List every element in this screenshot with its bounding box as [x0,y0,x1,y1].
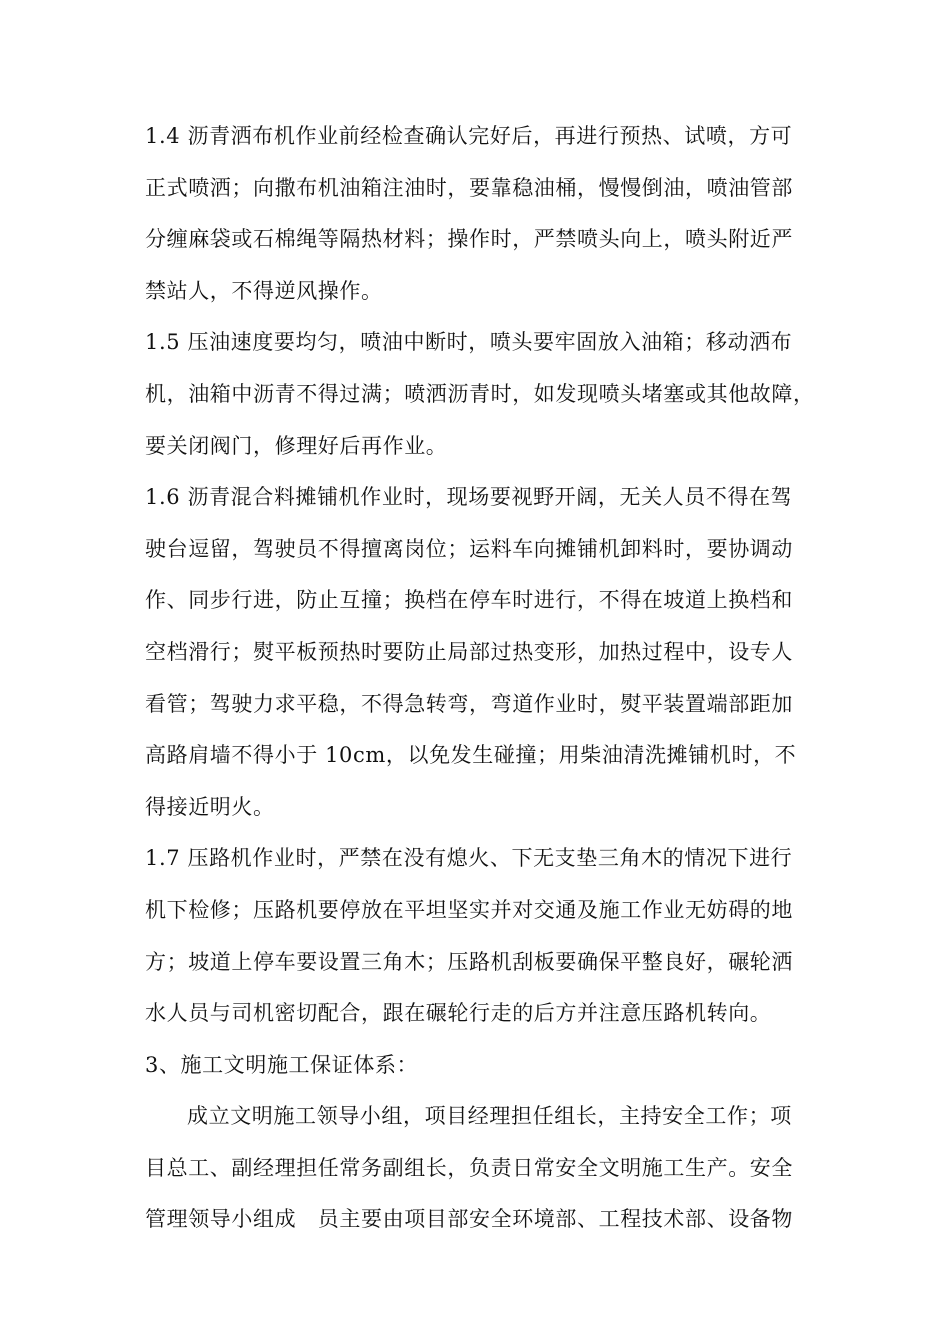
paragraph-1-5-line-1: 1.5 压油速度要均匀，喷油中断时，喷头要牢固放入油箱；移动洒布 [145,330,793,355]
paragraph-1-6-line-3: 作、同步行进，防止互撞；换档在停车时进行，不得在坡道上换档和 [145,588,793,613]
paragraph-1-6-line-4: 空档滑行；熨平板预热时要防止局部过热变形，加热过程中，设专人 [145,639,793,664]
section-3-paragraph-line-2: 目总工、副经理担任常务副组长，负责日常安全文明施工生产。安全 [145,1155,793,1180]
paragraph-1-7-line-4: 水人员与司机密切配合，跟在碾轮行走的后方并注意压路机转向。 [145,1001,772,1026]
section-3-paragraph-line-1: 成立文明施工领导小组，项目经理担任组长，主持安全工作；项 [187,1104,792,1129]
paragraph-1-5-line-2: 机，油箱中沥青不得过满；喷洒沥青时，如发现喷头堵塞或其他故障， [145,381,815,406]
paragraph-1-4-line-1: 1.4 沥青洒布机作业前经检查确认完好后，再进行预热、试喷，方可 [145,124,793,148]
paragraph-1-5-line-3: 要关闭阀门，修理好后再作业。 [145,433,448,458]
section-3-heading: 3、施工文明施工保证体系： [145,1052,419,1077]
paragraph-1-7-line-1: 1.7 压路机作业时，严禁在没有熄火、下无支垫三角木的情况下进行 [145,846,793,871]
paragraph-1-7-line-3: 方；坡道上停车要设置三角木；压路机刮板要确保平整良好，碾轮洒 [145,949,793,974]
paragraph-1-4-line-3: 分缠麻袋或石棉绳等隔热材料；操作时，严禁喷头向上，喷头附近严 [145,227,793,252]
paragraph-1-6-line-6: 高路肩墙不得小于 10cm，以免发生碰撞；用柴油清洗摊铺机时，不 [145,743,797,768]
paragraph-1-6-line-2: 驶台逗留，驾驶员不得擅离岗位；运料车向摊铺机卸料时，要协调动 [145,536,793,561]
document-body [145,111,815,1246]
paragraph-1-6-line-5: 看管；驾驶力求平稳，不得急转弯，弯道作业时，熨平装置端部距加 [145,691,793,716]
paragraph-1-6-line-1: 1.6 沥青混合料摊铺机作业时，现场要视野开阔，无关人员不得在驾 [145,485,793,510]
section-3-paragraph-line-3: 管理领导小组成 员主要由项目部安全环境部、工程技术部、设备物 [145,1207,793,1232]
paragraph-1-6-line-7: 得接近明火。 [145,794,275,819]
paragraph-1-7-line-2: 机下检修；压路机要停放在平坦坚实并对交通及施工作业无妨碍的地 [145,897,793,922]
paragraph-1-4-line-2: 正式喷洒；向撒布机油箱注油时，要靠稳油桶，慢慢倒油，喷油管部 [145,175,793,200]
paragraph-1-4-line-4: 禁站人，不得逆风操作。 [145,278,383,303]
